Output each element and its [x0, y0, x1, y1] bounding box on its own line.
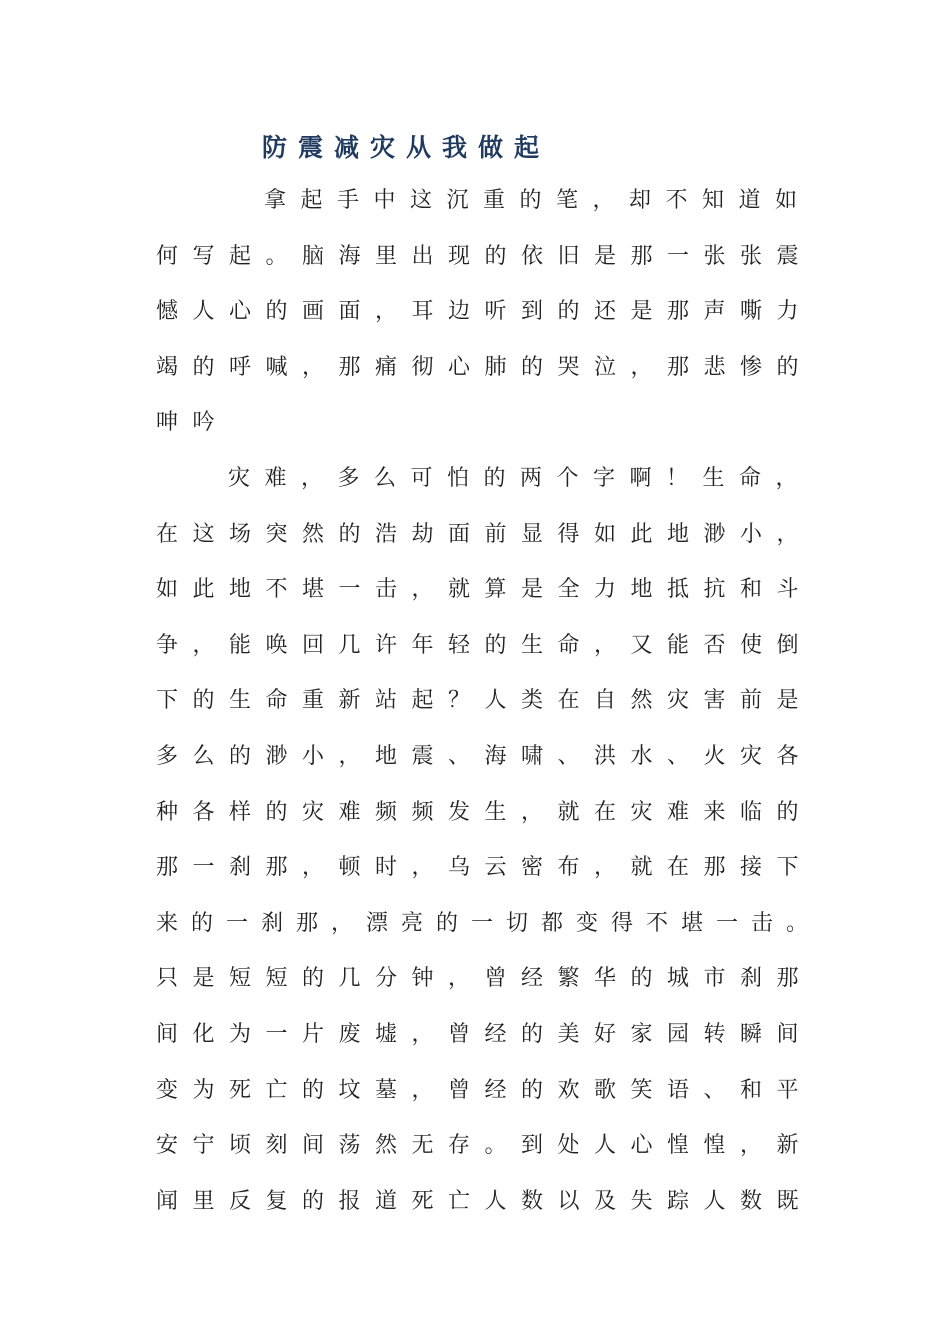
text-line: 争，能唤回几许年轻的生命，又能否使倒: [156, 633, 814, 658]
text-line: 在这场突然的浩劫面前显得如此地渺小，: [156, 522, 814, 547]
text-line: 变为死亡的坟墓，曾经的欢歌笑语、和平: [156, 1078, 814, 1103]
text-line: 多么的渺小，地震、海啸、洪水、火灾各: [156, 744, 814, 769]
text-line: 灾难，多么可怕的两个字啊！生命，: [228, 466, 813, 491]
text-line: 憾人心的画面，耳边听到的还是那声嘶力: [156, 299, 814, 324]
text-line: 来的一刹那，漂亮的一切都变得不堪一击。: [156, 911, 822, 936]
text-line: 下的生命重新站起？人类在自然灾害前是: [156, 688, 814, 713]
text-line: 如此地不堪一击，就算是全力地抵抗和斗: [156, 577, 814, 602]
text-line: 间化为一片废墟，曾经的美好家园转瞬间: [156, 1022, 814, 1047]
text-line: 竭的呼喊，那痛彻心肺的哭泣，那悲惨的: [156, 355, 814, 380]
text-line: 拿起手中这沉重的笔，却不知道如: [264, 188, 812, 213]
text-line: 呻吟: [156, 410, 230, 435]
text-line: 何写起。脑海里出现的依旧是那一张张震: [156, 244, 814, 269]
text-line: 只是短短的几分钟，曾经繁华的城市刹那: [156, 966, 814, 991]
text-line: 闻里反复的报道死亡人数以及失踪人数既: [156, 1189, 814, 1214]
text-line: 种各样的灾难频频发生，就在灾难来临的: [156, 800, 814, 825]
text-line: 安宁顷刻间荡然无存。到处人心惶惶，新: [156, 1133, 814, 1158]
text-line: 那一刹那，顿时，乌云密布，就在那接下: [156, 855, 814, 880]
document-title: 防震减灾从我做起: [262, 133, 551, 162]
